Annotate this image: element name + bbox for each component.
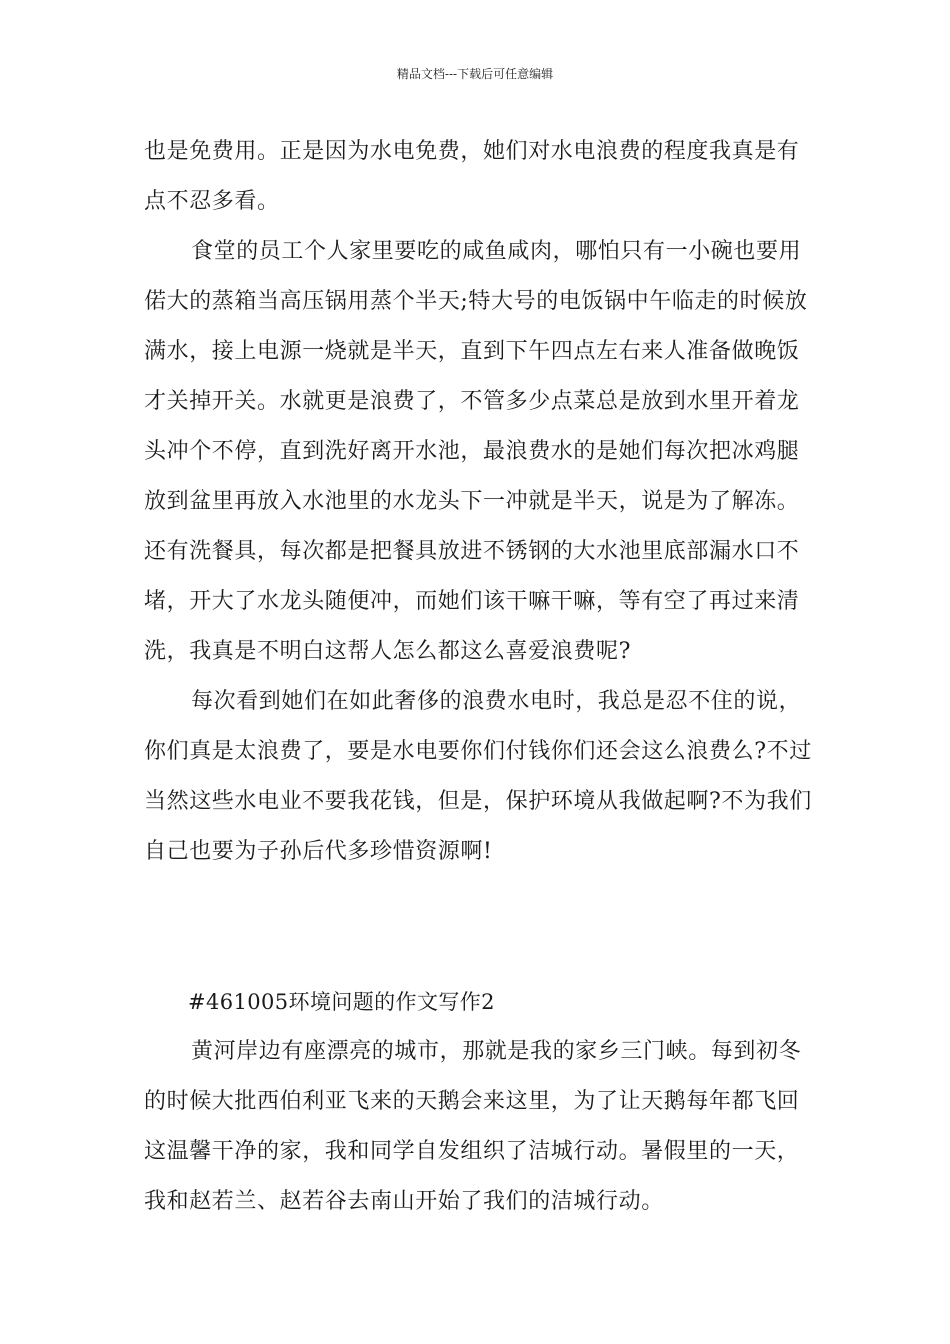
text-line: 点不忍多看。 (144, 189, 280, 214)
text-line: 才关掉开关。水就更是浪费了，不管多少点菜总是放到水里开着龙 (144, 389, 800, 414)
text-line: 每次看到她们在如此奢侈的浪费水电时，我总是忍不住的说， (191, 689, 802, 714)
text-line: 也是免费用。正是因为水电免费，她们对水电浪费的程度我真是有 (144, 139, 800, 164)
text-line: 放到盆里再放入水池里的水龙头下一冲就是半天，说是为了解冻。 (144, 489, 800, 514)
text-line: 黄河岸边有座漂亮的城市，那就是我的家乡三门峡。每到初冬 (191, 1039, 802, 1064)
text-line: 你们真是太浪费了，要是水电要你们付钱你们还会这么浪费么?不过 (144, 739, 812, 764)
text-line: 头冲个不停，直到洗好离开水池，最浪费水的是她们每次把冰鸡腿 (144, 439, 800, 464)
text-line: 堵，开大了水龙头随便冲，而她们该干嘛干嘛，等有空了再过来清 (144, 589, 800, 614)
section-heading: #461005环境问题的作文写作2 (188, 990, 495, 1014)
text-line: 洗，我真是不明白这帮人怎么都这么喜爱浪费呢? (144, 639, 631, 664)
text-line: 食堂的员工个人家里要吃的咸鱼咸肉，哪怕只有一小碗也要用 (191, 239, 802, 264)
page-header: 精品文档---下载后可任意编辑 (396, 67, 554, 81)
text-line: 我和赵若兰、赵若谷去南山开始了我们的洁城行动。 (144, 1189, 664, 1214)
text-line: 满水，接上电源一烧就是半天，直到下午四点左右来人准备做晚饭 (144, 339, 800, 364)
text-line: 这温馨干净的家，我和同学自发组织了洁城行动。暑假里的一天， (144, 1139, 800, 1164)
text-line: 还有洗餐具，每次都是把餐具放进不锈钢的大水池里底部漏水口不 (144, 539, 800, 564)
text-line: 当然这些水电业不要我花钱，但是，保护环境从我做起啊?不为我们 (144, 789, 812, 814)
text-line: 偌大的蒸箱当高压锅用蒸个半天;特大号的电饭锅中午临走的时候放 (144, 289, 808, 314)
text-line: 的时候大批西伯利亚飞来的天鹅会来这里，为了让天鹅每年都飞回 (144, 1089, 800, 1114)
text-line: 自己也要为子孙后代多珍惜资源啊! (144, 839, 493, 864)
